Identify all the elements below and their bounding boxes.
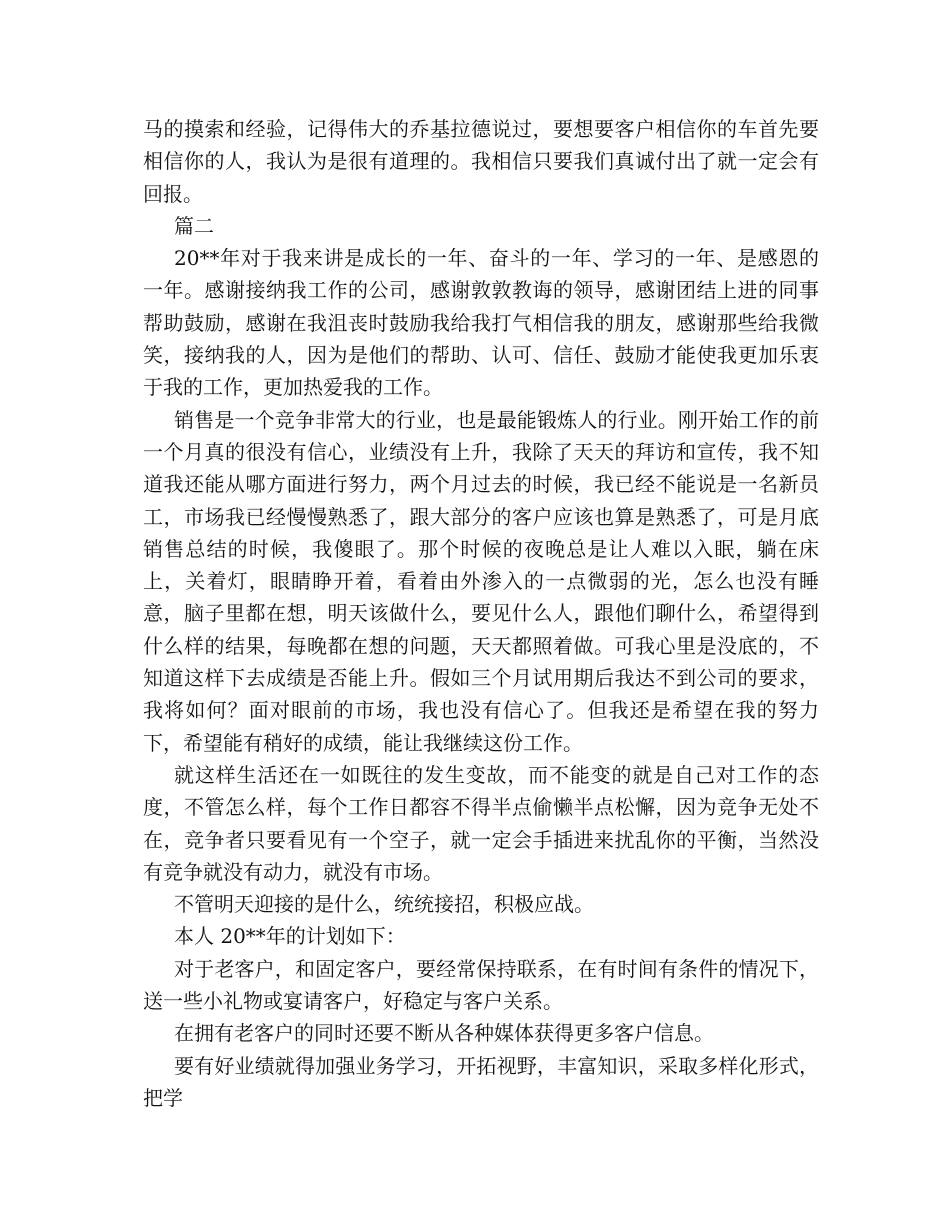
paragraph-5: 不管明天迎接的是什么，统统接招，积极应战。: [174, 892, 594, 917]
paragraph-3: 销售是一个竞争非常大的行业，也是最能锻炼人的行业。刚开始工作的前一个月真的很没有信心，业绩没有上升，我除了天天的拜访和宣传，我不知道我还能从哪方面进行努力，两个月过去的时候，我已经不能说是一名新员工，市场我已经慢慢熟悉了，跟大部分的客户应该也算是熟悉了，可是月底销售总结的时候，我傻眼了。那个时候的夜晚总是让人难以入眠，躺在床上，关着灯，眼睛睁开着，看着由外渗入的一点微弱的光，怎么也没有睡意，脑子里都在想，明天该做什么，要见什么人，跟他们聊什么，希望得到什么样的结果，每晚都在想的问题，天天都照着做。可我心里是没底的，不知道这样下去成绩是否能上升。假如三个月试用期后我达不到公司的要求，我将如何？面对眼前的市场，我也没有信心了。但我还是希望在我的努力下，希望能有稍好的成绩，能让我继续这份工作。: [143, 407, 819, 755]
paragraph-4: 就这样生活还在一如既往的发生变故，而不能变的就是自己对工作的态度，不管怎么样，每个工作日都容不得半点偷懒半点松懈，因为竞争无处不在，竞争者只要看见有一个空子，就一定会手插进来扰乱你的平衡，当然没有竞争就没有动力，就没有市场。: [143, 762, 819, 884]
document-page: [143, 113, 819, 1114]
paragraph-6: 本人 20**年的计划如下：: [174, 924, 406, 949]
paragraph-2: 20**年对于我来讲是成长的一年、奋斗的一年、学习的一年、是感恩的一年。感谢接纳我工作的公司，感谢敦敦教诲的领导，感谢团结上进的同事帮助鼓励，感谢在我沮丧时鼓励我给我打气相信我的朋友，感谢那些给我微笑，接纳我的人，因为是他们的帮助、认可、信任、鼓励才能使我更加乐衷于我的工作，更加热爱我的工作。: [143, 246, 819, 400]
section-heading: 篇二: [174, 213, 214, 238]
paragraph-7: 对于老客户，和固定客户，要经常保持联系，在有时间有条件的情况下，送一些小礼物或宴请客户，好稳定与客户关系。: [143, 956, 819, 1014]
paragraph-8: 在拥有老客户的同时还要不断从各种媒体获得更多客户信息。: [174, 1021, 714, 1046]
paragraph-1: 马的摸索和经验，记得伟大的乔基拉德说过，要想要客户相信你的车首先要相信你的人，我认为是很有道理的。我相信只要我们真诚付出了就一定会有回报。: [143, 117, 819, 206]
paragraph-9: 要有好业绩就得加强业务学习，开拓视野，丰富知识，采取多样化形式，把学: [143, 1053, 819, 1110]
